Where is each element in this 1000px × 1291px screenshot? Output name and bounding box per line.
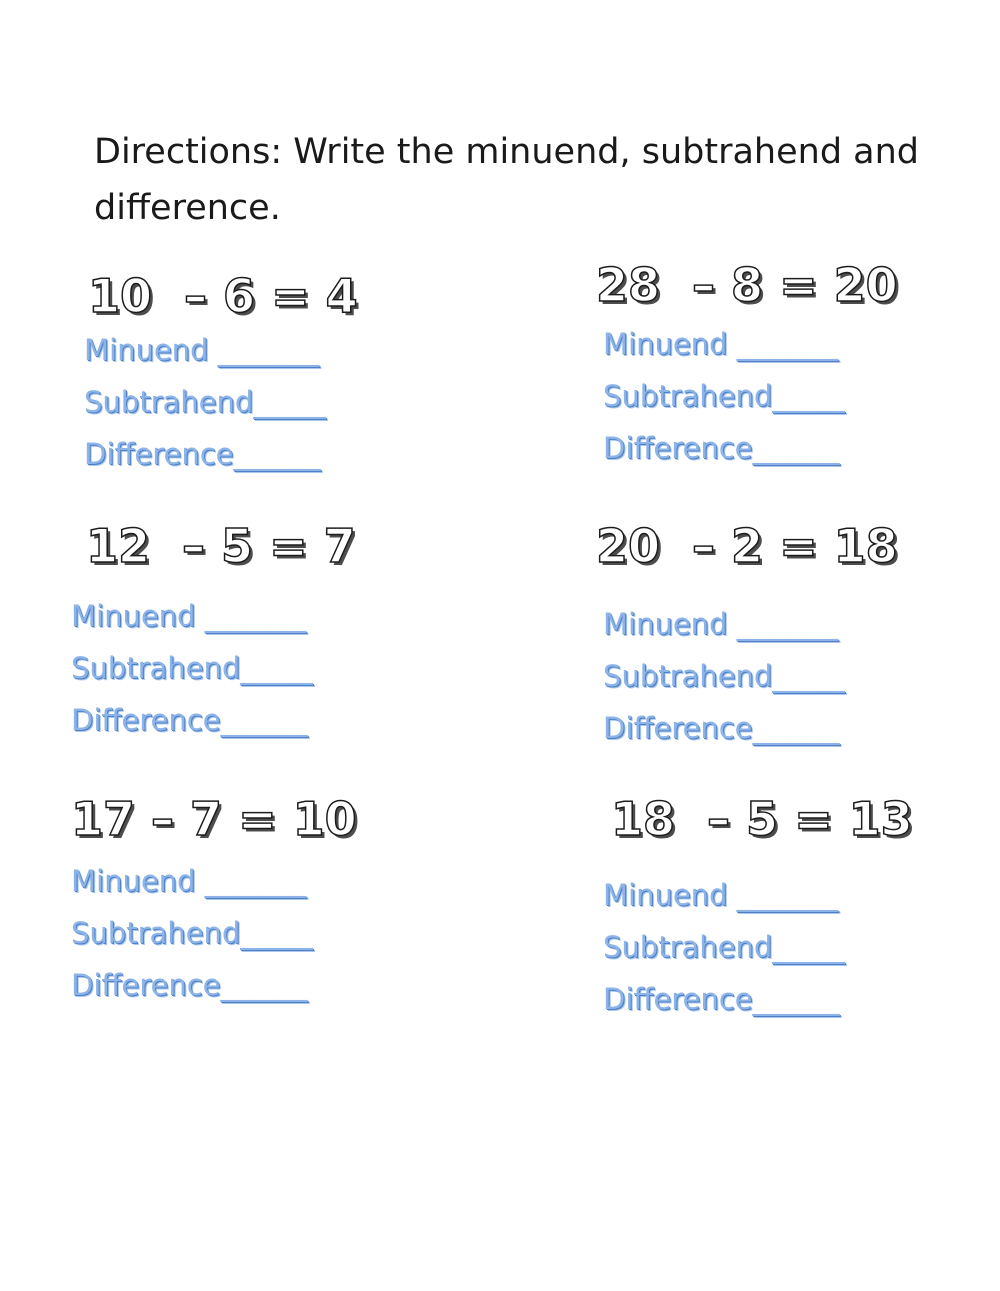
equation: 17 – 7 = 10: [71, 792, 357, 846]
minuend-blank[interactable]: Minuend _______: [603, 607, 839, 641]
minuend-blank[interactable]: Minuend _______: [71, 864, 307, 898]
subtrahend-blank[interactable]: Subtrahend_____: [603, 659, 845, 693]
subtrahend-blank[interactable]: Subtrahend_____: [71, 916, 313, 950]
minuend-blank[interactable]: Minuend _______: [603, 878, 839, 912]
problem-1: [84, 268, 448, 480]
equation: 28 – 8 = 20: [596, 258, 898, 312]
difference-blank[interactable]: Difference______: [603, 711, 840, 745]
minuend-blank[interactable]: Minuend _______: [603, 327, 839, 361]
equation: 18 – 5 = 13: [611, 792, 913, 846]
difference-blank[interactable]: Difference______: [603, 431, 840, 465]
difference-blank[interactable]: Difference______: [603, 982, 840, 1016]
problem-3: [71, 518, 446, 737]
equation: 12 – 5 = 7: [86, 519, 356, 573]
difference-blank[interactable]: Difference______: [71, 703, 308, 737]
subtrahend-blank[interactable]: Subtrahend_____: [84, 385, 326, 419]
difference-blank[interactable]: Difference______: [71, 968, 308, 1002]
problem-2: [596, 257, 956, 469]
equation: 20 – 2 = 18: [596, 519, 898, 573]
subtrahend-blank[interactable]: Subtrahend_____: [603, 379, 845, 413]
problem-5: [71, 791, 431, 1003]
equation: 10 – 6 = 4: [88, 269, 358, 323]
subtrahend-blank[interactable]: Subtrahend_____: [71, 651, 313, 685]
subtrahend-blank[interactable]: Subtrahend_____: [603, 930, 845, 964]
problem-4: [596, 518, 956, 745]
minuend-blank[interactable]: Minuend _______: [84, 333, 320, 367]
problem-6: [603, 791, 971, 1016]
difference-blank[interactable]: Difference______: [84, 437, 321, 471]
directions-text: Directions: Write the minuend, subtrahend and difference.: [94, 132, 920, 228]
minuend-blank[interactable]: Minuend _______: [71, 599, 307, 633]
